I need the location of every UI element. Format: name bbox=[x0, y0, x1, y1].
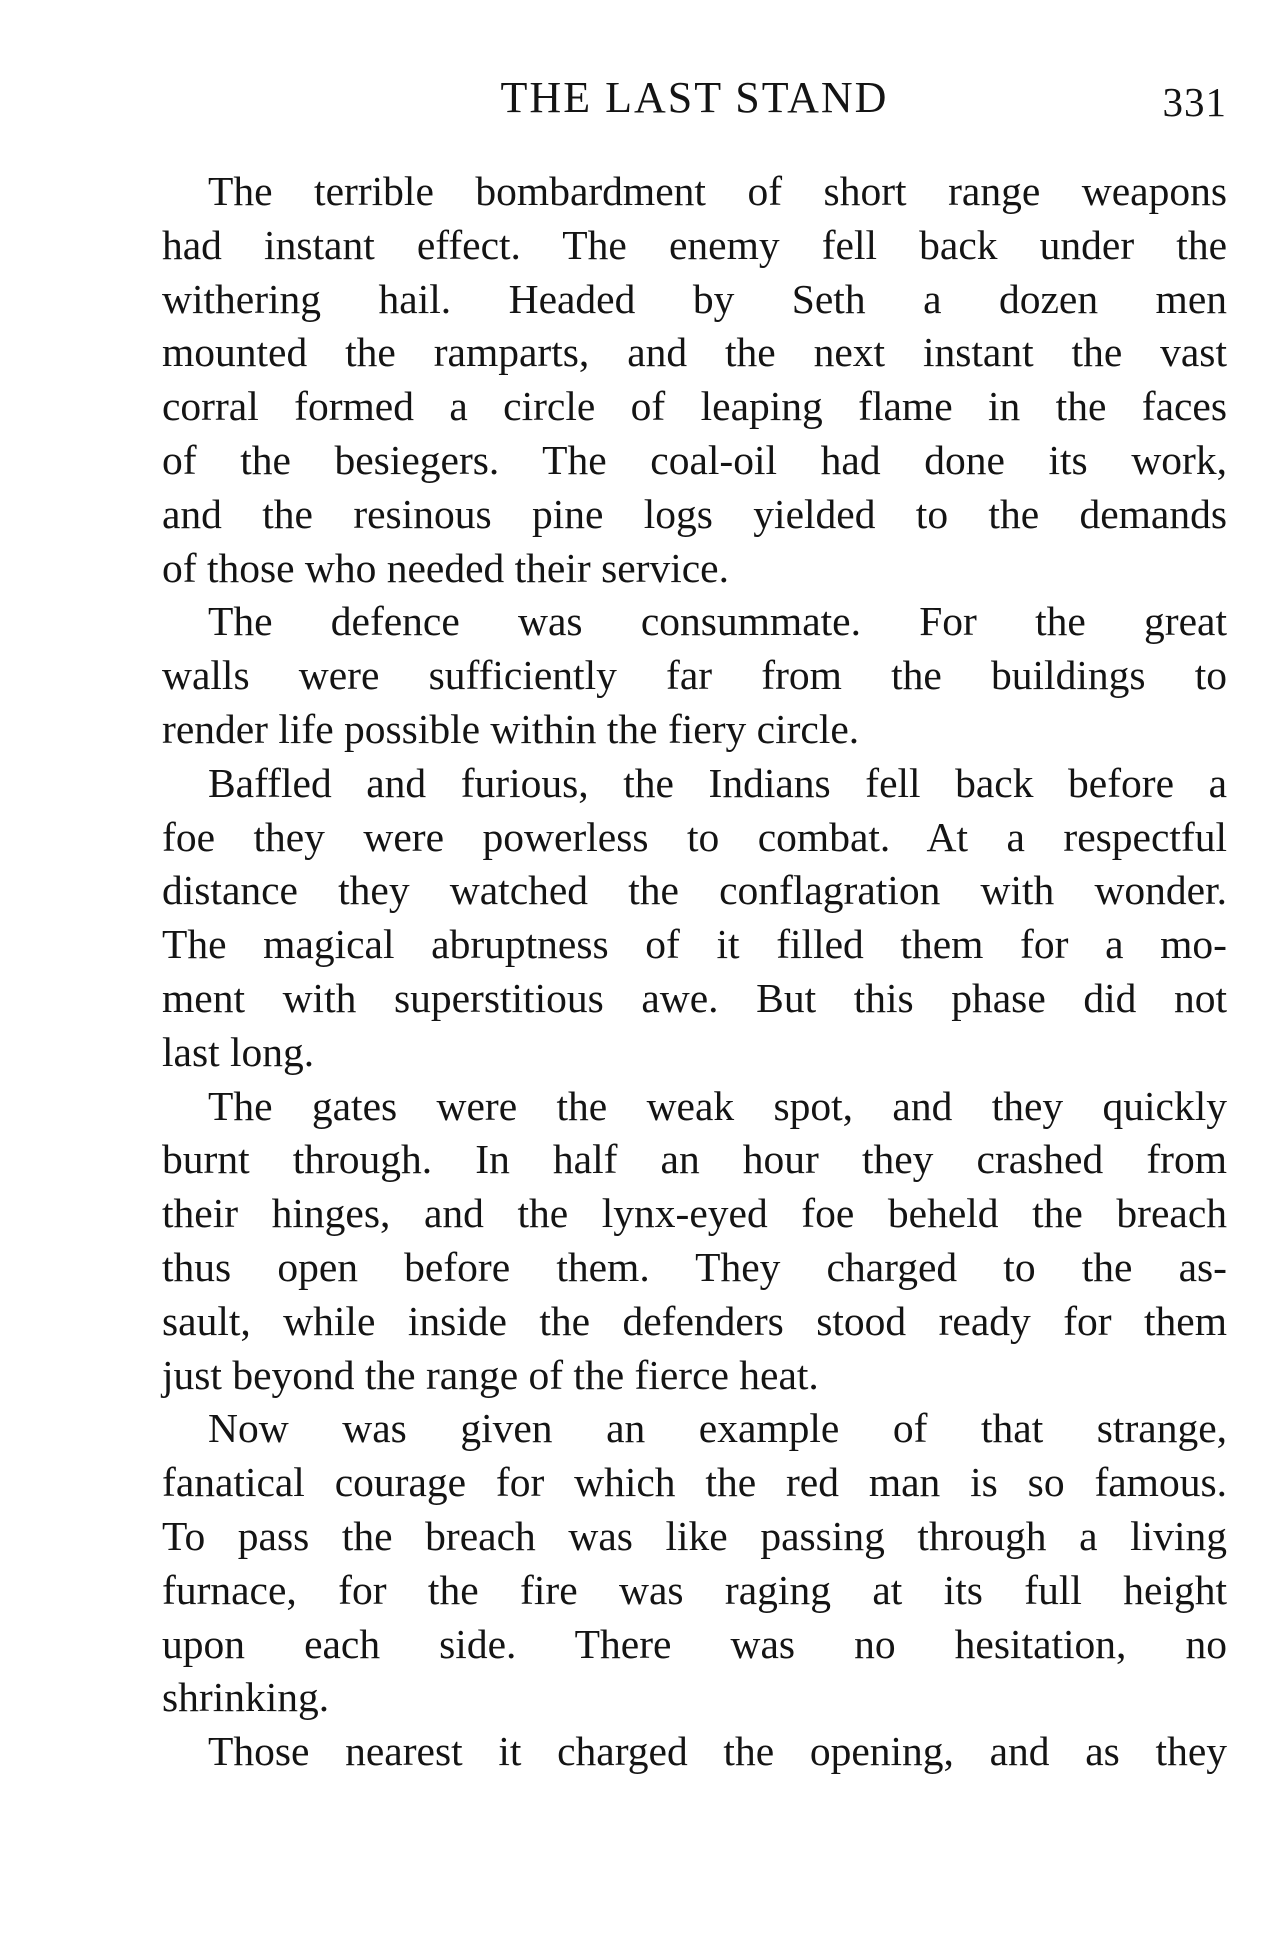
text-line: of the besiegers. The coal-oil had done its work, bbox=[162, 436, 1227, 483]
text-line: had instant effect. The enemy fell back under the bbox=[162, 221, 1227, 268]
paragraph bbox=[162, 595, 1227, 756]
paragraph bbox=[162, 1080, 1227, 1403]
paragraph bbox=[162, 165, 1227, 595]
text-line: of those who needed their service. bbox=[162, 544, 729, 591]
running-head bbox=[162, 68, 1227, 128]
text-line: fanatical courage for which the red man is so famous. bbox=[162, 1459, 1227, 1506]
text-line: withering hail. Headed by Seth a dozen men bbox=[162, 275, 1227, 322]
text-line: The gates were the weak spot, and they quickly bbox=[208, 1082, 1227, 1129]
page-number: 331 bbox=[1162, 79, 1227, 125]
text-line: distance they watched the conflagration with wonder. bbox=[162, 867, 1227, 914]
text-line: To pass the breach was like passing through a living bbox=[162, 1512, 1227, 1559]
paragraph bbox=[162, 1725, 1227, 1779]
paragraph bbox=[162, 757, 1227, 1080]
text-line: mounted the ramparts, and the next instant the vast bbox=[162, 329, 1227, 376]
text-line: shrinking. bbox=[162, 1674, 330, 1721]
text-line: and the resinous pine logs yielded to the demands bbox=[162, 490, 1227, 537]
text-line: corral formed a circle of leaping flame in the faces bbox=[162, 383, 1227, 430]
text-line: Baffled and furious, the Indians fell back before a bbox=[208, 759, 1227, 806]
text-line: burnt through. In half an hour they crashed from bbox=[162, 1136, 1227, 1183]
text-line: their hinges, and the lynx-eyed foe beheld the breach bbox=[162, 1190, 1227, 1237]
text-line: The terrible bombardment of short range weapons bbox=[208, 168, 1227, 214]
text-line: foe they were powerless to combat. At a respectful bbox=[162, 813, 1227, 860]
paragraph bbox=[162, 1402, 1227, 1725]
text-line: walls were sufficiently far from the buildings to bbox=[162, 652, 1227, 699]
text-line: sault, while inside the defenders stood ready for them bbox=[162, 1297, 1227, 1344]
text-line: just beyond the range of the fierce heat. bbox=[162, 1351, 819, 1398]
text-line: Now was given an example of that strange, bbox=[208, 1405, 1227, 1452]
text-line: ment with superstitious awe. But this phase did not bbox=[162, 974, 1227, 1021]
text-line: furnace, for the fire was raging at its full height bbox=[162, 1566, 1227, 1613]
body-text bbox=[162, 165, 1227, 1779]
text-line: last long. bbox=[162, 1028, 315, 1075]
text-line: The defence was consummate. For the great bbox=[208, 598, 1227, 645]
text-line: upon each side. There was no hesitation, no bbox=[162, 1620, 1227, 1667]
running-title: THE LAST STAND bbox=[500, 73, 889, 122]
text-line: Those nearest it charged the opening, and as they bbox=[208, 1728, 1227, 1775]
text-line: thus open before them. They charged to the as- bbox=[162, 1243, 1227, 1290]
text-line: render life possible within the fiery circle. bbox=[162, 705, 860, 752]
text-line: The magical abruptness of it filled them for a mo- bbox=[162, 921, 1227, 968]
